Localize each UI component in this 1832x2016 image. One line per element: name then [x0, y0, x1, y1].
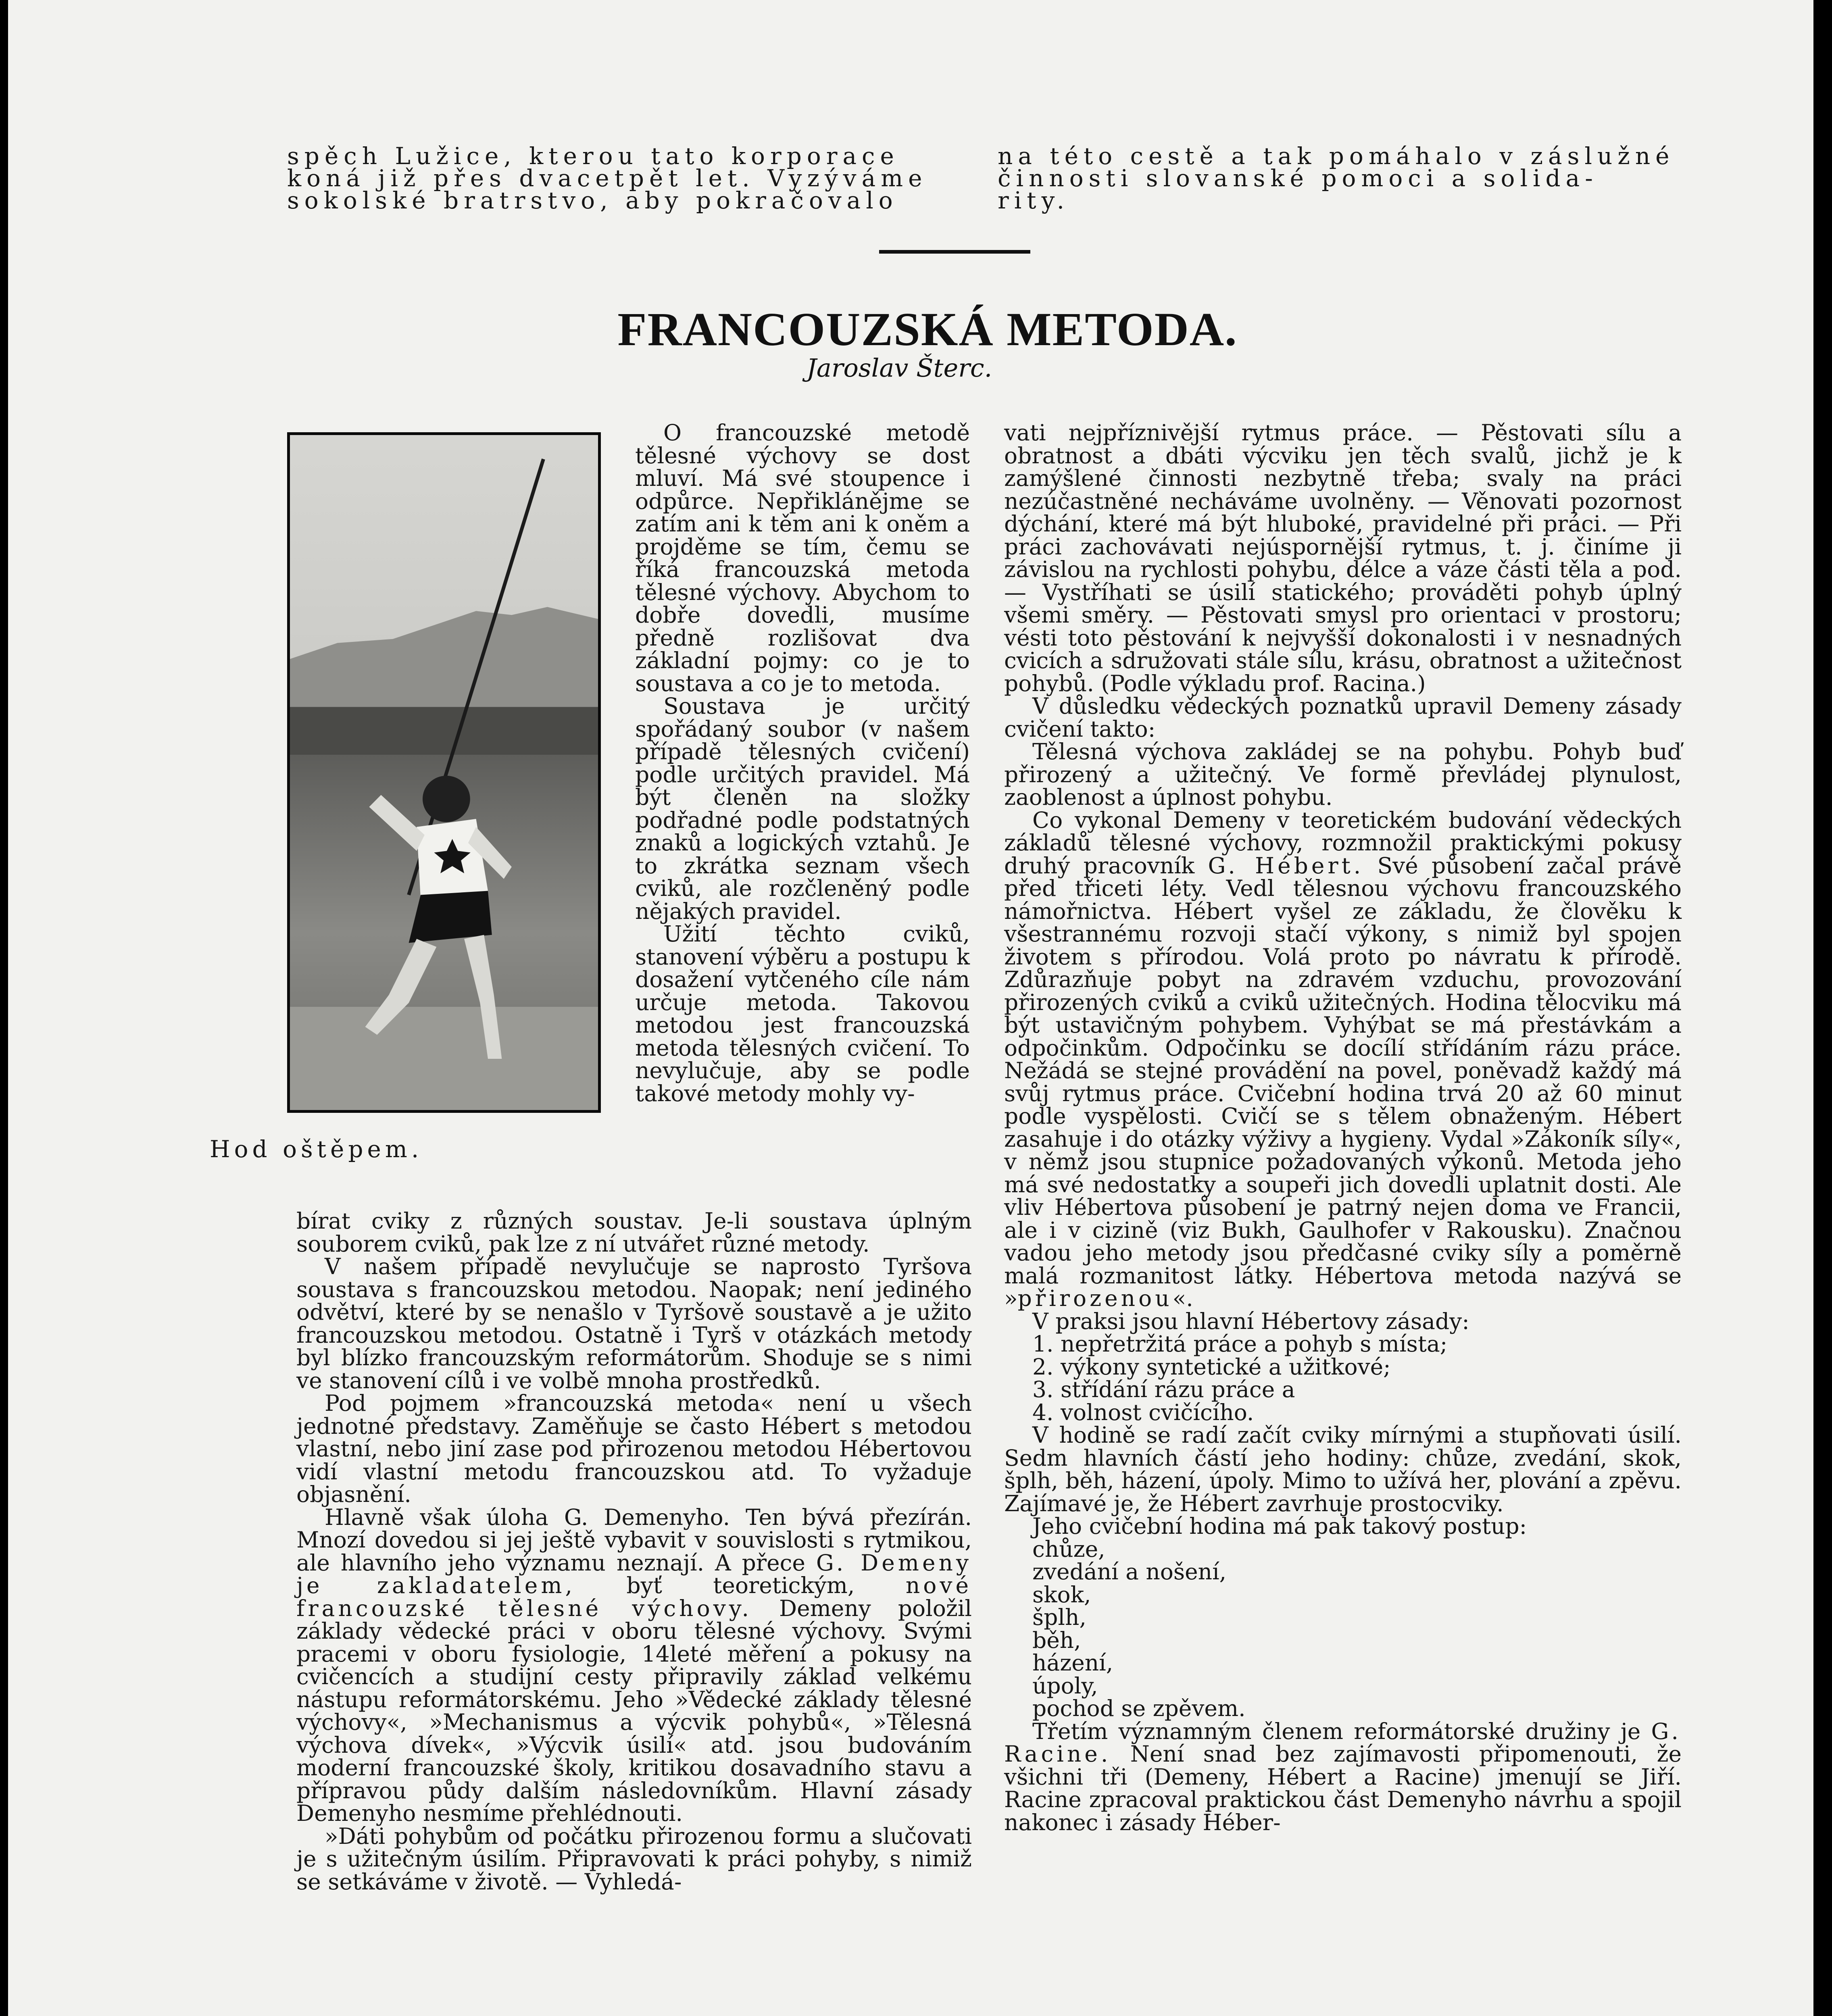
- left-column-full: [296, 1210, 972, 1893]
- scan-border-left: [0, 0, 8, 2016]
- exercise-item: šplh,: [1032, 1604, 1086, 1630]
- prev-line: na této cestě a tak pomáhalo v záslužné: [998, 142, 1675, 170]
- exercise-item: házení,: [1032, 1650, 1113, 1676]
- exercise-item: skok,: [1032, 1581, 1091, 1608]
- spaced-emphasis: G. Racine.: [1004, 1718, 1682, 1767]
- racine-paragraph: [1004, 1720, 1682, 1834]
- principle-item: 1. nepřetržitá práce a pohyb s místa;: [1032, 1331, 1448, 1357]
- left-column-beside-photo: [635, 421, 970, 1105]
- paragraph: V důsledku vědeckých poznatků upravil Demeny zásady cvičení takto:: [1004, 693, 1682, 742]
- paragraph: bírat cviky z různých soustav. Je-li soustava úplným souborem cviků, pak lze z ní utvářet různé metody.: [296, 1208, 972, 1257]
- exercise-item: úpoly,: [1032, 1672, 1098, 1699]
- prev-line: rity.: [998, 187, 1070, 214]
- paragraph: V hodině se radí začít cviky mírnými a stupňovati úsilí. Sedm hlavních částí jeho hodiny: chůze, zvedání, skok, šplh, běh, házení, úpoly. Mimo to užívá her, plování a zpěvu. Zajímavé je, že Hébert zavrhuje prostocviky.: [1004, 1422, 1682, 1516]
- paragraph: O francouzské metodě tělesné výchovy se dost mluví. Má své stoupence i odpůrce. Nepřiklánějme se zatím ani k těm ani k oněm a projděme se tím, čemu se říká francouzská metoda tělesné výchovy. Abychom to dobře dovedli, musíme předně rozlišovat dva základní pojmy: co je to soustava a co je to metoda.: [635, 420, 970, 696]
- paragraph: Užití těchto cviků, stanovení výběru a postupu k dosažení vytčeného cíle nám určuje metoda. Takovou metodou jest francouzská metoda tělesných cvičení. To nevylučuje, aby se podle takové metody mohly vy-: [635, 921, 970, 1106]
- text-run: Své působení začal právě před třiceti léty. Vedl tělesnou výchovu francouzského námořnictva. Hébert vyšel ze základu, že člověku k všestrannému rozvoji stačí výkony, s nimiž byl spojen životem s přírodou. Volá proto po návratu k přírodě. Zdůrazňuje pobyt na zdravém vzduchu, provozování přirozených cviků a cviků užitečných. Hodina tělocviku má být ustavičným pohybem. Vyhýbat se má přestávkám a odpočinkům. Odpočinku se docílí střídáním rázu práce. Nežádá se stejné provádění na povel, poněvadž každý má svůj rytmus práce. Cvičební hodina trvá 20 až 60 minut podle vyspělosti. Cvičí se s tělem obnaženým. Hébert zasahuje i do otázky výživy a hygieny. Vydal »Zákoník síly«, v němž jsou stupnice požadovaných výkonů. Metoda jeho má své nedostatky a soupeři jich dovedli uplatnit dosti. Ale vliv Hébertova působení je patrný nejen doma ve Francii, ale i v cizině (viz Bukh, Gaulhofer v Rakousku). Značnou vadou jeho metody jsou předčasné cviky síly a poměrně malá rozmanitost látky. Hébertova metoda nazývá se »: [1004, 852, 1682, 1311]
- paragraph: »Dáti pohybům od počátku přirozenou formu a slučovati je s užitečným úsilím. Připravovati k práci pohyby, s nimiž se setkáváme v životě. — Vyhledá-: [296, 1823, 972, 1895]
- photo-caption: Hod oštěpem.: [210, 1135, 423, 1163]
- paragraph: V našem případě nevylučuje se naprosto Tyršova soustava s francouzskou metodou. Naopak; není jediného odvětví, které by se nenašlo v Tyršově soustavě a je užito francouzskou metodou. Ostatně i Tyrš v otázkách metody byl blízko francouzským reformátorům. Shoduje se s nimi ve stanovení cílů i ve volbě mnoha prostředků.: [296, 1254, 972, 1393]
- prev-line: sokolské bratrstvo, aby pokračovalo: [287, 187, 898, 214]
- text-run: Třetím významným členem reformátorské družiny je: [1032, 1718, 1651, 1744]
- previous-article-right: [998, 142, 1683, 214]
- spaced-emphasis: G. Hébert.: [1208, 852, 1364, 879]
- paragraph: V praksi jsou hlavní Hébertovy zásady:: [1032, 1308, 1469, 1334]
- section-divider: [879, 250, 1030, 254]
- spaced-emphasis: nové francouzské tělesné výchovy.: [296, 1572, 972, 1621]
- paragraph: Jeho cvičební hodina má pak takový postup:: [1032, 1513, 1527, 1539]
- demeny-paragraph: [296, 1506, 972, 1825]
- text-run: Co vykonal Demeny v teoretickém budování vědeckých základů tělesné výchovy, rozmnožil praktickými pokusy druhý pracovník: [1004, 807, 1682, 879]
- paragraph: Tělesná výchova zakládej se na pohybu. Pohyb buď přirozený a užitečný. Ve formě převládej plynulost, zaoblenost a úplnost pohybu.: [1004, 739, 1682, 810]
- paragraph: Pod pojmem »francouzská metoda« není u všech jednotné představy. Zaměňuje se často Hébert s metodou vlastní, nebo jiní zase pod přirozenou metodou Hébertovou vidí vlastní metodu francouzskou atd. To vyžaduje objasnění.: [296, 1390, 972, 1507]
- text-run: Není snad bez zajímavosti připomenouti, že všichni tři (Demeny, Hébert a Racine) jmenují se Jiří. Racine zpracoval praktickou část Demenyho návrhu a spojil nakonec i zásady Héber-: [1004, 1741, 1682, 1835]
- principle-item: 2. výkony syntetické a užitkové;: [1032, 1354, 1391, 1380]
- text-run: «.: [1172, 1285, 1193, 1311]
- javelin-photo: [287, 432, 601, 1113]
- article-author: Jaroslav Šterc.: [807, 353, 992, 383]
- text-run: byť teoretickým,: [575, 1572, 906, 1598]
- text-run: Demeny položil základy vědecké práci v oboru tělesné výchovy. Svými pracemi v oboru fysiologie, 14leté měření a pokusy na cvičencích a studijní cesty připravily základ velkému nástupu reformátorskému. Jeho »Vědecké základy tělesné výchovy«, »Mechanismus a výcvik pohybů«, »Tělesná výchova dívek«, »Výcvik úsilí« atd. jsou budováním moderní francouzské školy, kritikou dosavadního stavu a přípravou půdy dalším následovníkům. Hlavní zásady Demenyho nesmíme přehlédnouti.: [296, 1595, 972, 1826]
- principle-item: 3. střídání rázu práce a: [1032, 1377, 1295, 1402]
- paragraph: vati nejpříznivější rytmus práce. — Pěstovati sílu a obratnost a dbáti výcviku jen těch svalů, jichž je k zamýšlené činnosti nezbytně třeba; svaly na práci nezúčastněné necháváme uvolněny. — Věnovati pozornost dýchání, které má být hluboké, pravidelné při práci. — Při práci zachovávati nejúspornější rytmus, t. j. činíme ji závislou na rychlosti pohybu, délce a váze části těla a pod. — Vystříhati se úsilí statického; prováděti pohyb úplný všemi směry. — Pěstovati smysl pro orientaci v prostoru; vésti toto pěstování k nejvyšší dokonalosti i v nesnadných cvicích a sdružovati stále sílu, krásu, obratnost a užitečnost pohybů. (Podle výkladu prof. Racina.): [1004, 420, 1682, 696]
- text-run: Hlavně však úloha G. Demenyho. Ten bývá přezírán. Mnozí dovedou si jej ještě vybavit v souvislosti s rytmikou, ale hlavního jeho významu neznají. A přece: [296, 1504, 972, 1576]
- exercise-item: chůze,: [1032, 1536, 1105, 1562]
- scan-border-right: [1813, 0, 1832, 2016]
- hebert-paragraph: [1004, 809, 1682, 1310]
- spaced-emphasis: přirozenou: [1017, 1285, 1173, 1311]
- article-title: FRANCOUZSKÁ METODA.: [617, 303, 1238, 356]
- exercise-item: pochod se zpěvem.: [1032, 1695, 1246, 1721]
- exercise-item: zvedání a nošení,: [1032, 1559, 1227, 1585]
- javelin-thrower-image: [290, 435, 598, 1110]
- previous-article-left: [287, 142, 973, 214]
- prev-line: činnosti slovanské pomoci a solida-: [998, 165, 1598, 192]
- exercise-item: běh,: [1032, 1627, 1081, 1653]
- prev-line: spěch Lužice, kterou tato korporace: [287, 142, 899, 170]
- principle-item: 4. volnost cvičícího.: [1032, 1399, 1254, 1425]
- right-column: [1004, 421, 1682, 1834]
- paragraph: Soustava je určitý spořádaný soubor (v našem případě tělesných cvičení) podle určitých pravidel. Má být členěn na složky podřadné podle podstatných znaků a logických vztahů. Je to zkrátka seznam všech cviků, ale rozčleněný podle nějakých pravidel.: [635, 693, 970, 924]
- prev-line: koná již přes dvacetpět let. Vyzýváme: [287, 165, 927, 192]
- spaced-emphasis: G. Demeny je zakladatelem,: [296, 1549, 972, 1598]
